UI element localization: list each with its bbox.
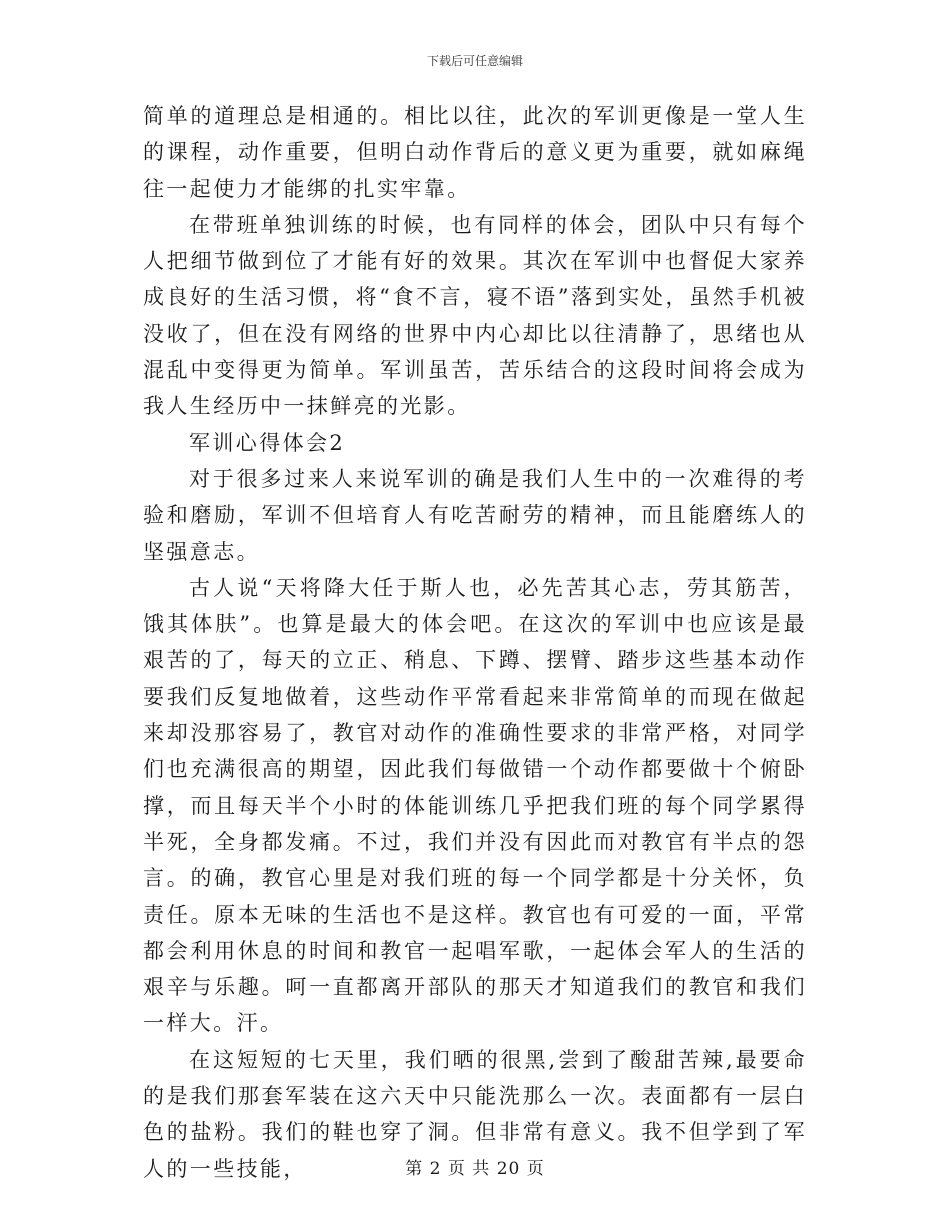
section-heading: 军训心得体会2 [189,430,346,455]
paragraph-3: 对于很多过来人来说军训的确是我们人生中的一次难得的考验和磨励，军训不但培育人有吃苦耐劳的精神，而且能磨练人的坚强意志。 [143,466,807,564]
paragraph-4: 古人说“天将降大任于斯人也，必先苦其心志，劳其筋苦，饿其体肤”。也算是最大的体会吧。在这次的军训中也应该是最艰苦的了，每天的立正、稍息、下蹲、摆臂、踏步这些基本动作要我们反复地做着，这些动作平常看起来非常简单的而现在做起来却没那容易了，教官对动作的准确性要求的非常严格，对同学们也充满很高的期望，因此我们每做错一个动作都要做十个俯卧撑，而且每天半个小时的体能训练几乎把我们班的每个同学累得半死，全身都发痛。不过，我们并没有因此而对教官有半点的怨言。的确，教官心里是对我们班的每一个同学都是十分关怀，负责任。原本无味的生活也不是这样。教官也有可爱的一面，平常都会利用休息的时间和教官一起唱军歌，一起体会军人的生活的艰辛与乐趣。呵一直都离开部队的那天才知道我们的教官和我们一样大。汗。 [143,575,807,1036]
document-body [143,98,807,1187]
paragraph-5: 在这短短的七天里，我们晒的很黑,尝到了酸甜苦辣,最要命的是我们那套军装在这六天中只能洗那么一次。表面都有一层白色的盐粉。我们的鞋也穿了洞。但非常有意义。我不但学到了军人的一些技能， [143,1047,807,1181]
page-header: 下载后可任意编辑 [426,54,523,68]
paragraph-2: 在带班单独训练的时候，也有同样的体会，团队中只有每个人把细节做到位了才能有好的效果。其次在军训中也督促大家养成良好的生活习惯，将“食不言，寝不语”落到实处，虽然手机被没收了，但在没有网络的世界中内心却比以往清静了，思绪也从混乱中变得更为简单。军训虽苦，苦乐结合的这段时间将会成为我人生经历中一抹鲜亮的光影。 [143,212,807,419]
paragraph-1: 简单的道理总是相通的。相比以往，此次的军训更像是一堂人生的课程，动作重要，但明白动作背后的意义更为重要，就如麻绳往一起使力才能绑的扎实牢靠。 [143,104,807,201]
page-footer: 第 2 页 共 20 页 [405,1159,545,1179]
